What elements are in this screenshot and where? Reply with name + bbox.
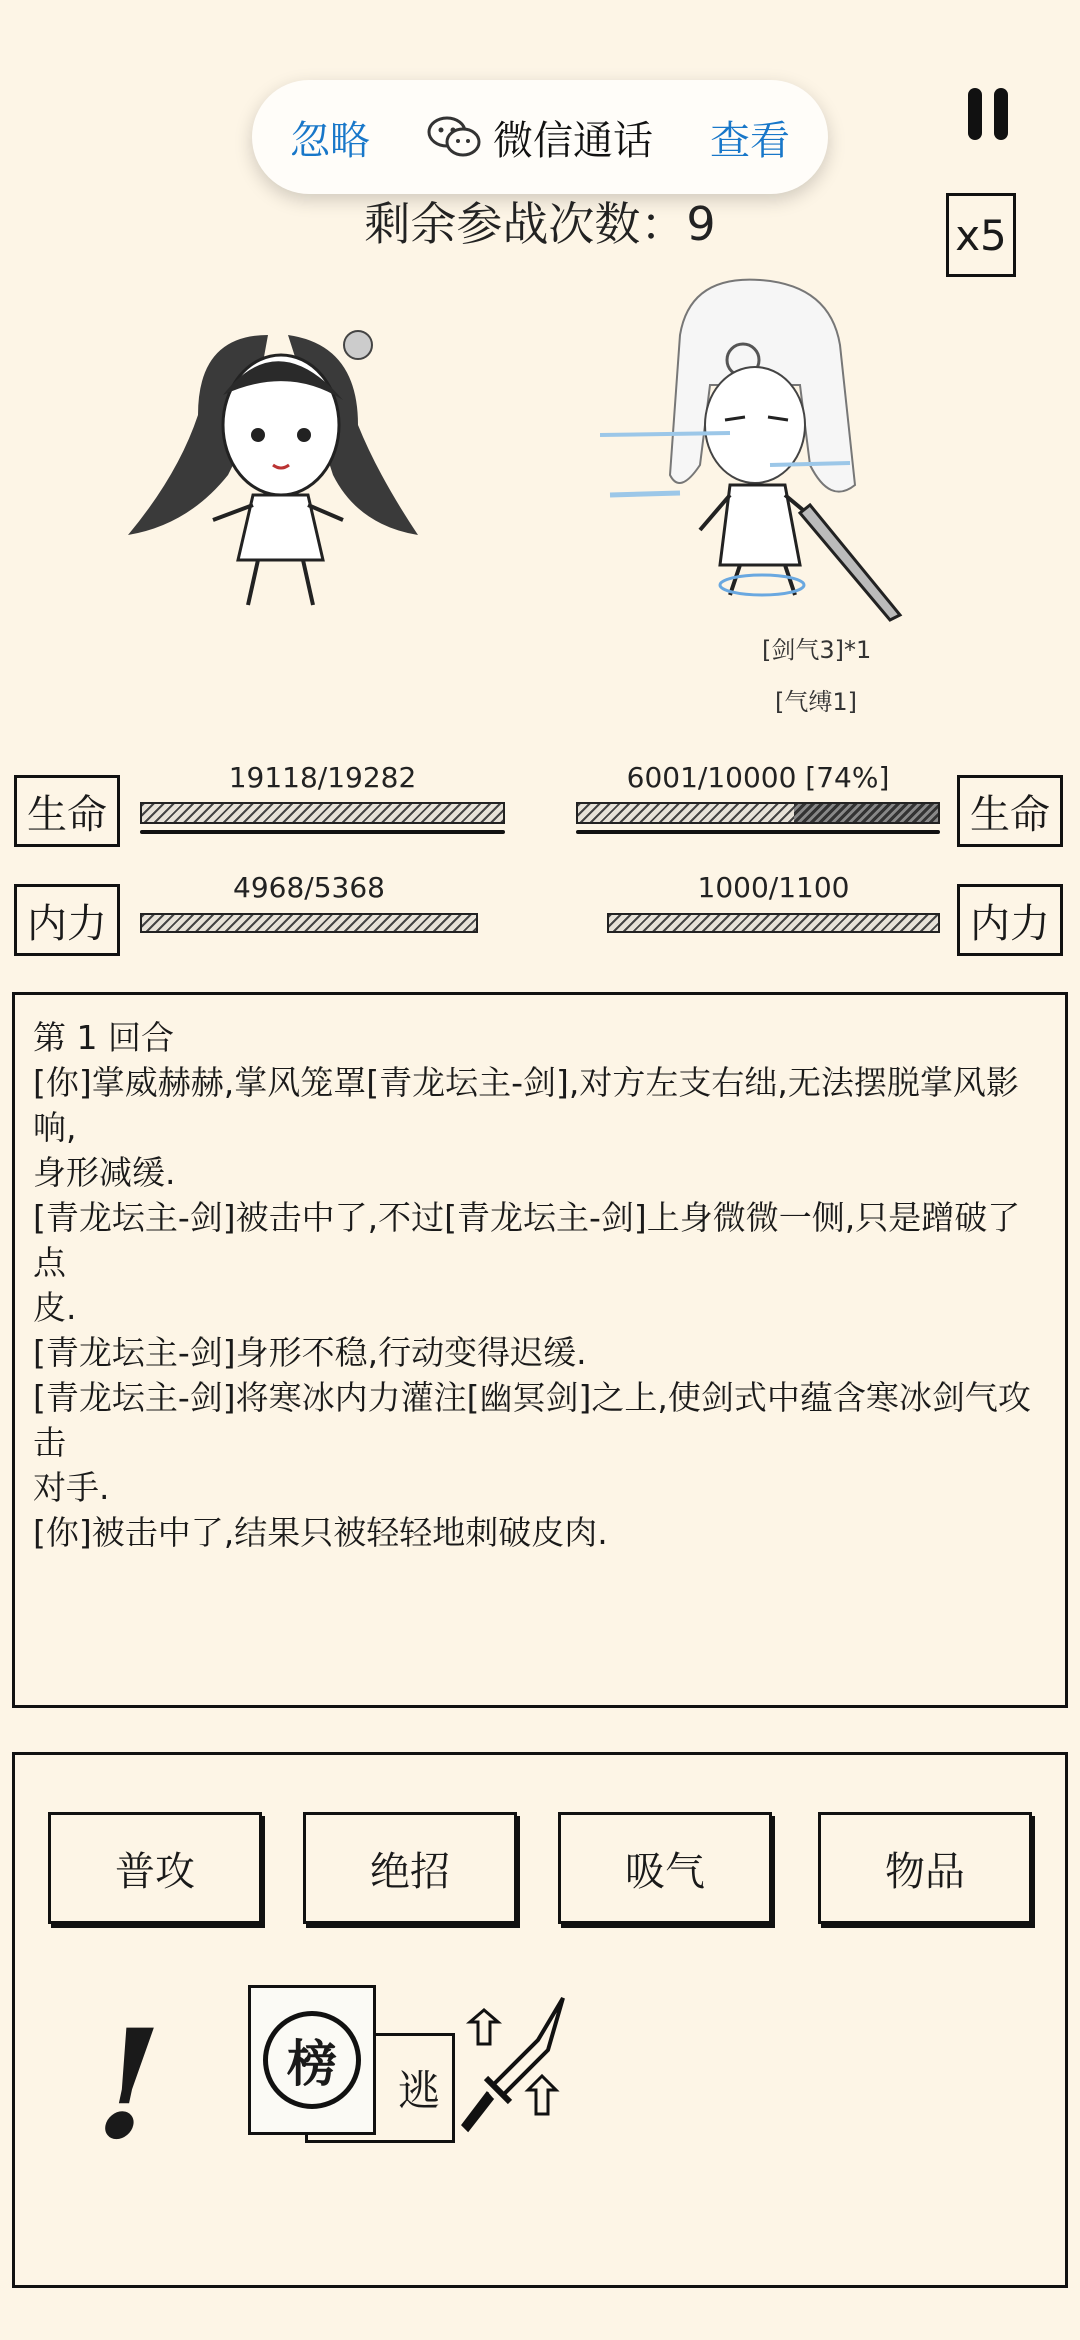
items-button[interactable]: 物品: [818, 1812, 1032, 1924]
log-line: 第 1 回合: [33, 1018, 174, 1057]
log-line: [青龙坛主-剑]将寒冰内力灌注[幽冥剑]之上,使剑式中蕴含寒冰剑气攻击: [33, 1378, 1031, 1462]
call-title: 微信通话: [427, 109, 653, 166]
info-exclaim-button[interactable]: !: [76, 1997, 180, 2173]
pause-button[interactable]: [968, 88, 1010, 140]
player-mp-value: 4968/5368: [233, 871, 385, 904]
player-hp-value: 19118/19282: [228, 761, 417, 794]
ignore-call-button[interactable]: 忽略: [290, 117, 370, 164]
player-hp-bar: [140, 802, 505, 824]
escape-label: 逃: [397, 2066, 440, 2115]
enemy-mp-bar: [607, 913, 940, 933]
log-line: 皮.: [33, 1288, 77, 1327]
ultimate-button[interactable]: 绝招: [303, 1812, 517, 1924]
log-line: 身形减缓.: [33, 1153, 176, 1192]
battles-remaining-label: 剩余参战次数：9: [364, 197, 716, 251]
wechat-icon: [427, 114, 483, 160]
player-mp-bar: [140, 913, 478, 933]
enemy-hp-bar: [576, 802, 940, 824]
enemy-hp-fill: [794, 804, 938, 822]
leaderboard-seal: 榜: [263, 2011, 361, 2109]
wechat-call-banner: [252, 80, 828, 194]
log-line: [青龙坛主-剑]身形不稳,行动变得迟缓.: [33, 1333, 587, 1372]
enemy-character: [600, 265, 920, 625]
enemy-mp-label: 内力: [957, 884, 1063, 956]
enemy-hp-underline: [576, 830, 940, 834]
player-hp-label: 生命: [14, 775, 120, 847]
breathe-button[interactable]: 吸气: [558, 1812, 772, 1924]
player-hp-underline: [140, 830, 505, 834]
pause-icon: [968, 88, 982, 140]
log-line: [你]被击中了,结果只被轻轻地刺破皮肉.: [33, 1513, 608, 1552]
log-line: [你]掌威赫赫,掌风笼罩[青龙坛主-剑],对方左支右绌,无法摆脱掌风影响,: [33, 1063, 1019, 1147]
attack-button[interactable]: 普攻: [48, 1812, 262, 1924]
view-call-button[interactable]: 查看: [710, 117, 790, 164]
enemy-hp-label: 生命: [957, 775, 1063, 847]
enemy-buff-2: [气缚1]: [775, 688, 857, 716]
battle-log[interactable]: [12, 992, 1068, 1708]
enemy-buff-1: [剑气3]*1: [762, 636, 872, 664]
sword-upgrade-icon[interactable]: [448, 1990, 578, 2150]
enemy-mp-value: 1000/1100: [697, 871, 850, 904]
enemy-hp-value: 6001/10000 [74%]: [626, 761, 890, 794]
leaderboard-button[interactable]: [248, 1985, 376, 2135]
speed-button[interactable]: x5: [946, 193, 1016, 277]
log-line: 对手.: [33, 1468, 110, 1507]
log-line: [青龙坛主-剑]被击中了,不过[青龙坛主-剑]上身微微一侧,只是蹭破了点: [33, 1198, 1021, 1282]
player-character: [118, 305, 438, 615]
player-mp-label: 内力: [14, 884, 120, 956]
